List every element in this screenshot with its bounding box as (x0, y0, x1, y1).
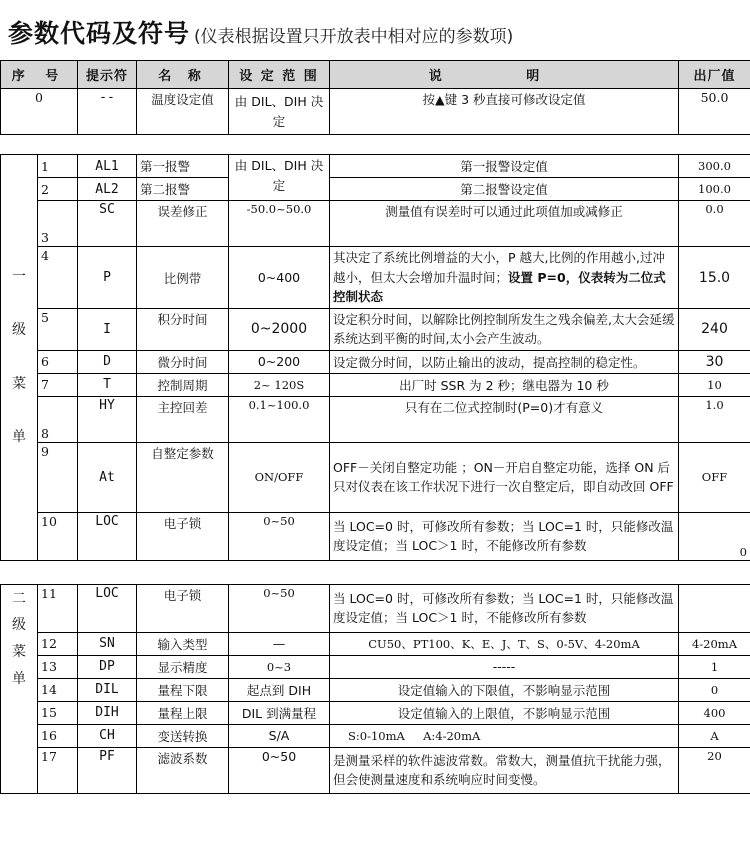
table-row (1, 155, 750, 178)
row-desc: 当 LOC=0 时，可修改所有参数；当 LOC=1 时，只能修改温度设定值；当 LOC＞1 时，不能修改所有参数 (330, 512, 679, 560)
row-symbol: LOC (78, 584, 137, 632)
row-default: OFF (679, 442, 750, 512)
row-num: 8 (38, 396, 78, 442)
row-num: 15 (38, 701, 78, 724)
table-row (1, 678, 750, 701)
row-num: 9 (38, 442, 78, 512)
row-num: 4 (38, 247, 78, 309)
row-name: 输入类型 (137, 632, 229, 655)
table-row (1, 512, 750, 560)
row-default: 0 (679, 512, 750, 560)
page-title: 参数代码及符号 (8, 19, 191, 48)
row-desc: CU50、PT100、K、E、J、T、S、0-5V、4-20mA (330, 632, 679, 655)
table-row (1, 584, 750, 632)
row-symbol: DIL (78, 678, 137, 701)
row-desc: OFF－关闭自整定功能 ；ON－开启自整定功能，选择 ON 后只对仪表在该工作状况下进行一次自整定后，即自动改回 OFF (330, 442, 679, 512)
row-name: 第二报警 (137, 178, 229, 201)
row-range: 0~50 (229, 584, 330, 632)
table-row (1, 309, 750, 351)
row-name: 变送转换 (137, 724, 229, 747)
table-row (1, 396, 750, 442)
header-desc: 说 明 (330, 61, 679, 89)
row-desc: 出厂时 SSR 为 2 秒；继电器为 10 秒 (330, 373, 679, 396)
spacer-row (1, 560, 750, 584)
row-num: 12 (38, 632, 78, 655)
row-desc: 测量值有误差时可以通过此项值加或减修正 (330, 201, 679, 247)
row-name: 误差修正 (137, 201, 229, 247)
row-desc: 只有在二位式控制时(P=0)才有意义 (330, 396, 679, 442)
row-range: S/A (229, 724, 330, 747)
row-name: 温度设定值 (137, 89, 229, 135)
row-range: 起点到 DIH (229, 678, 330, 701)
row-symbol: AL1 (78, 155, 137, 178)
row-name: 电子锁 (137, 584, 229, 632)
spacer-row (1, 135, 750, 155)
row-desc: 设定值输入的下限值，不影响显示范围 (330, 678, 679, 701)
row-name: 微分时间 (137, 350, 229, 373)
row-default: 1.0 (679, 396, 750, 442)
row-num: 2 (38, 178, 78, 201)
row-num: 6 (38, 350, 78, 373)
row-symbol: LOC (78, 512, 137, 560)
row-default: 4-20mA (679, 632, 750, 655)
row-num: 16 (38, 724, 78, 747)
row-num: 3 (38, 201, 78, 247)
row-symbol: T (78, 373, 137, 396)
row-range: DIL 到满量程 (229, 701, 330, 724)
row-num: 13 (38, 655, 78, 678)
table-row (1, 747, 750, 793)
row-desc-bold: 设置 P=0，仪表转为二位式控制状态 (333, 269, 666, 305)
header-symbol: 提示符 (78, 61, 137, 89)
row-num: 11 (38, 584, 78, 632)
row-symbol: CH (78, 724, 137, 747)
header-name: 名 称 (137, 61, 229, 89)
table-header-row (1, 61, 750, 89)
row-num: 1 (38, 155, 78, 178)
row-default: A (679, 724, 750, 747)
table-row (1, 632, 750, 655)
page-heading (8, 14, 513, 50)
table-row (1, 201, 750, 247)
row-default: 30 (679, 350, 750, 373)
page-subtitle: (仪表根据设置只开放表中相对应的参数项) (194, 27, 514, 47)
level1-label: 一 级 菜 单 (1, 155, 38, 561)
row-symbol: D (78, 350, 137, 373)
row-default: 240 (679, 309, 750, 351)
header-default: 出厂值 (679, 61, 750, 89)
row-default: 0 (679, 678, 750, 701)
row-num: 17 (38, 747, 78, 793)
row-symbol: HY (78, 396, 137, 442)
row-desc: 第二报警设定值 (330, 178, 679, 201)
row-symbol: SN (78, 632, 137, 655)
row-default: 15.0 (679, 247, 750, 309)
row-name: 积分时间 (137, 309, 229, 351)
row-num: 14 (38, 678, 78, 701)
row-name: 量程下限 (137, 678, 229, 701)
row-name: 自整定参数 (137, 442, 229, 512)
row-default (679, 584, 750, 632)
table-row (1, 724, 750, 747)
row-range: ON/OFF (229, 442, 330, 512)
parameter-table (0, 60, 750, 794)
row-symbol: PF (78, 747, 137, 793)
row-symbol: P (78, 247, 137, 309)
row-desc (330, 247, 679, 309)
row-default: 1 (679, 655, 750, 678)
row-default: 0.0 (679, 201, 750, 247)
row-desc: 当 LOC=0 时，可修改所有参数；当 LOC=1 时，只能修改温度设定值；当 LOC＞1 时，不能修改所有参数 (330, 584, 679, 632)
row-range: 0~200 (229, 350, 330, 373)
row-range: 0~400 (229, 247, 330, 309)
table-row (1, 350, 750, 373)
row-range: 0~2000 (229, 309, 330, 351)
row-range: 由 DIL、DIH 决定 (229, 89, 330, 135)
row-desc: S:0-10mA A:4-20mA (330, 724, 679, 747)
row-symbol: SC (78, 201, 137, 247)
row-default: 400 (679, 701, 750, 724)
row-num: 0 (1, 89, 78, 135)
table-row (1, 701, 750, 724)
header-range: 设 定 范 围 (229, 61, 330, 89)
row-symbol: -- (78, 89, 137, 135)
row-range: — (229, 632, 330, 655)
row-default: 50.0 (679, 89, 750, 135)
table-row (1, 655, 750, 678)
row-range: 由 DIL、DIH 决定 (229, 155, 330, 201)
table-row (1, 373, 750, 396)
row-range: -50.0~50.0 (229, 201, 330, 247)
row-desc-text: 其决定了系统比例增益的大小，P 越大,比例的作用越小,过冲越小，但太大会增加升温时间； (333, 250, 665, 285)
row-desc: 按▲键 3 秒直接可修改设定值 (330, 89, 679, 135)
row-desc: 第一报警设定值 (330, 155, 679, 178)
row-default: 300.0 (679, 155, 750, 178)
row-name: 滤波系数 (137, 747, 229, 793)
row-desc: 设定微分时间，以防止输出的波动，提高控制的稳定性。 (330, 350, 679, 373)
row-symbol: DIH (78, 701, 137, 724)
row-name: 主控回差 (137, 396, 229, 442)
table-row (1, 178, 750, 201)
row-symbol: I (78, 309, 137, 351)
row-num: 5 (38, 309, 78, 351)
row-range: 0~50 (229, 512, 330, 560)
row-desc: 是测量采样的软件滤波常数。常数大，测量值抗干扰能力强，但会使测量速度和系统响应时间变慢。 (330, 747, 679, 793)
row-range: 0~50 (229, 747, 330, 793)
row-default: 20 (679, 747, 750, 793)
row-desc: 设定值输入的上限值，不影响显示范围 (330, 701, 679, 724)
row-num: 7 (38, 373, 78, 396)
level2-label: 二 级 菜 单 (1, 584, 38, 793)
row-range: 2~ 120S (229, 373, 330, 396)
row-range: 0~3 (229, 655, 330, 678)
row-num: 10 (38, 512, 78, 560)
row-name: 量程上限 (137, 701, 229, 724)
table-row (1, 89, 750, 135)
row-default: 100.0 (679, 178, 750, 201)
row-name: 比例带 (137, 247, 229, 309)
table-row (1, 247, 750, 309)
row-desc: 设定积分时间，以解除比例控制所发生之残余偏差,太大会延缓系统达到平衡的时间,太小会产生波动。 (330, 309, 679, 351)
row-name: 第一报警 (137, 155, 229, 178)
header-seq: 序 号 (1, 61, 78, 89)
row-name: 显示精度 (137, 655, 229, 678)
row-symbol: DP (78, 655, 137, 678)
row-default: 10 (679, 373, 750, 396)
table-row (1, 442, 750, 512)
row-range: 0.1~100.0 (229, 396, 330, 442)
row-name: 控制周期 (137, 373, 229, 396)
row-symbol: At (78, 442, 137, 512)
row-name: 电子锁 (137, 512, 229, 560)
row-desc: ----- (330, 655, 679, 678)
row-symbol: AL2 (78, 178, 137, 201)
